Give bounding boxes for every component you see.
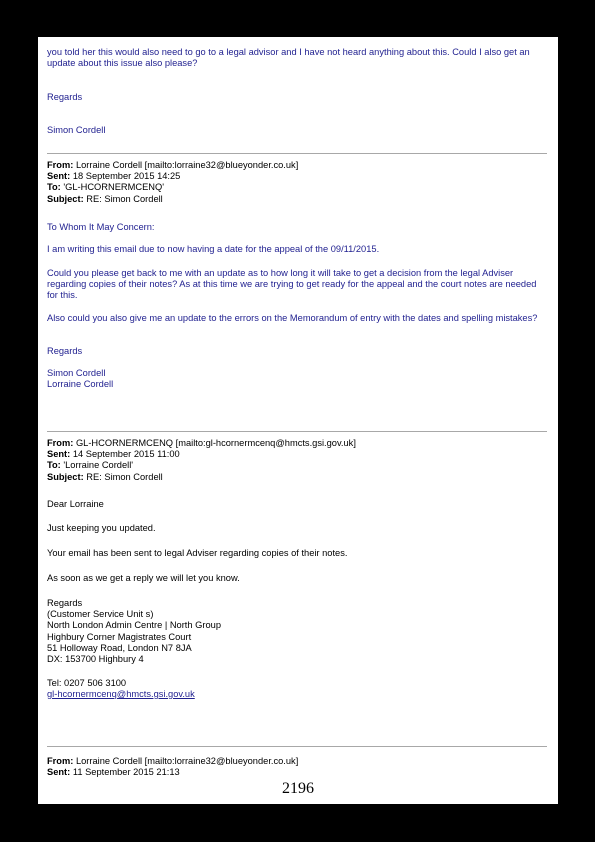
email1-sent: Sent: 18 September 2015 14:25 (47, 171, 181, 182)
email1-regards: Regards (47, 346, 83, 356)
email1-greeting: To Whom It May Concern: (47, 222, 155, 232)
email1-signature (47, 368, 547, 390)
email2-regards: Regards (47, 598, 83, 608)
email2-unit: (Customer Service Unit s) (47, 609, 154, 620)
email1-to: To: 'GL-HCORNERMCENQ' (47, 182, 165, 193)
separator-1 (47, 153, 547, 154)
top-signature: Simon Cordell (47, 125, 106, 135)
email2-signature-block (47, 598, 547, 665)
email2-address-line2: Highbury Corner Magistrates Court (47, 631, 192, 642)
email2-address-line3: 51 Holloway Road, London N7 8JA (47, 642, 192, 653)
email2-para1: Just keeping you updated. (47, 523, 156, 533)
email-link[interactable]: gl-hcornermcenq@hmcts.gsi.gov.uk (47, 689, 195, 699)
email2-para3: As soon as we get a reply we will let you know. (47, 573, 240, 583)
email2-from: From: GL-HCORNERMCENQ [mailto:gl-hcornermcenq@hmcts.gsi.gov.uk] (47, 438, 356, 448)
email2-link-row (47, 689, 547, 700)
page-number: 2196 (282, 780, 314, 797)
email3-from: From: Lorraine Cordell [mailto:lorraine32@blueyonder.co.uk] (47, 756, 299, 766)
email1-para2: Could you please get back to me with an update as to how long it will take to get a decision from the legal Adviser regarding copies of their notes? As at this time we are trying to get ready for the appeal and the court notes are needed for this. (47, 268, 537, 301)
top-paragraph: you told her this would also need to go to a legal advisor and I have not heard anything about this. Could I also get an update about this issue also please? (47, 47, 530, 69)
email2-to: To: 'Lorraine Cordell' (47, 460, 134, 471)
email3-header (47, 756, 547, 778)
email2-subject: Subject: RE: Simon Cordell (47, 471, 163, 482)
email1-para1: I am writing this email due to now having a date for the appeal of the 09/11/2015. (47, 244, 380, 254)
email1-sig-line1: Simon Cordell (47, 368, 106, 378)
email1-header (47, 160, 547, 205)
separator-2 (47, 431, 547, 432)
email2-sent: Sent: 14 September 2015 11:00 (47, 449, 180, 460)
email2-telephone: Tel: 0207 506 3100 (47, 678, 127, 688)
email2-header (47, 438, 547, 483)
email2-greeting: Dear Lorraine (47, 499, 104, 509)
email1-from: From: Lorraine Cordell [mailto:lorraine32@blueyonder.co.uk] (47, 160, 299, 170)
email1-para3: Also could you also give me an update to the errors on the Memorandum of entry with the dates and spelling mistakes? (47, 313, 538, 323)
email3-sent: Sent: 11 September 2015 21:13 (47, 767, 180, 778)
separator-3 (47, 746, 547, 747)
email2-address-line4: DX: 153700 Highbury 4 (47, 654, 144, 665)
email2-address-line1: North London Admin Centre | North Group (47, 620, 221, 631)
email1-subject: Subject: RE: Simon Cordell (47, 193, 163, 204)
document-page (38, 37, 558, 804)
email2-para2: Your email has been sent to legal Adviser regarding copies of their notes. (47, 548, 348, 558)
email1-sig-line2: Lorraine Cordell (47, 379, 114, 390)
top-regards: Regards (47, 92, 83, 102)
